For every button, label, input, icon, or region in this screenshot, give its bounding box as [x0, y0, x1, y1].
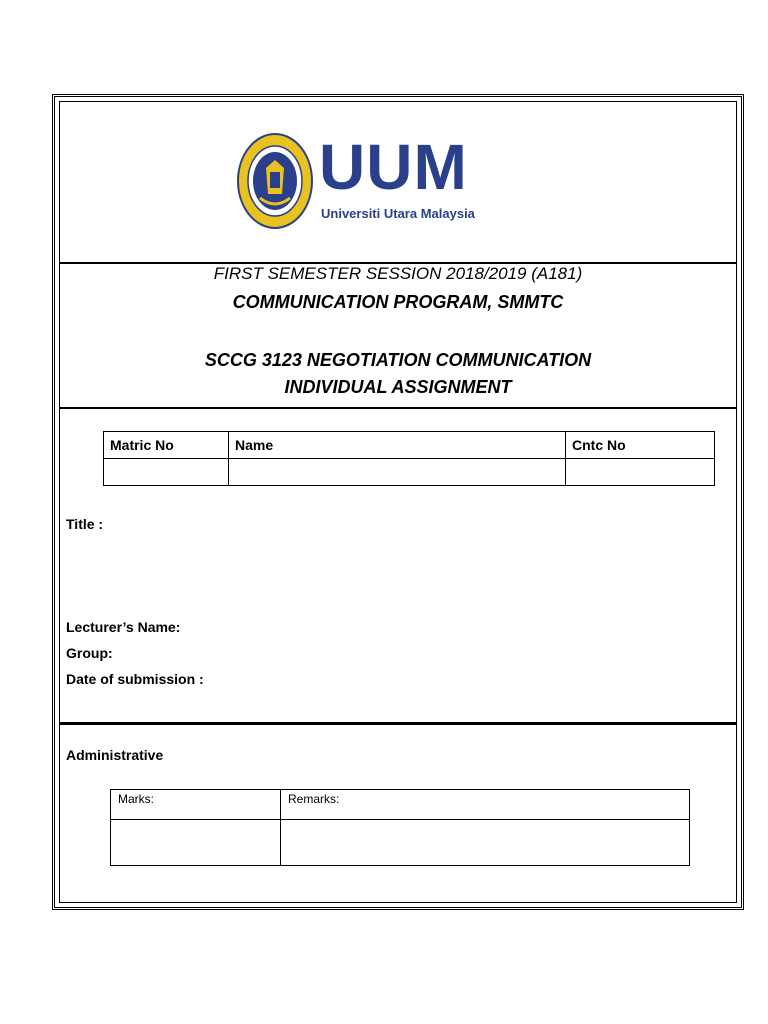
uum-seal-icon [236, 132, 314, 230]
inner-border [59, 101, 737, 903]
uum-logo [236, 132, 500, 237]
uum-wordmark: UUM [319, 131, 468, 203]
administrative-heading: Administrative [66, 747, 164, 763]
divider [60, 722, 736, 725]
student-info-table [103, 431, 715, 486]
table-row [111, 820, 690, 866]
assignment-title: INDIVIDUAL ASSIGNMENT [284, 377, 512, 397]
table-row [104, 459, 715, 486]
group-label: Group: [66, 645, 113, 661]
contact-no-header: Cntc No [566, 432, 715, 459]
program-title: COMMUNICATION PROGRAM, SMMTC [232, 292, 564, 312]
marks-cell[interactable] [111, 820, 281, 866]
remarks-header: Remarks: [281, 790, 690, 820]
matric-no-header: Matric No [104, 432, 229, 459]
lecturer-name-label: Lecturer’s Name: [66, 619, 181, 635]
matric-no-cell[interactable] [104, 459, 229, 486]
name-header: Name [229, 432, 566, 459]
semester-session: FIRST SEMESTER SESSION 2018/2019 (A181) [213, 264, 583, 283]
table-header-row [111, 790, 690, 820]
administrative-table [110, 789, 690, 866]
course-title: SCCG 3123 NEGOTIATION COMMUNICATION [204, 350, 592, 370]
cover-page-frame [52, 94, 744, 910]
table-header-row [104, 432, 715, 459]
contact-no-cell[interactable] [566, 459, 715, 486]
title-label: Title : [66, 516, 104, 532]
divider [60, 407, 736, 409]
submission-date-label: Date of submission : [66, 671, 204, 687]
marks-header: Marks: [111, 790, 281, 820]
name-cell[interactable] [229, 459, 566, 486]
university-name: Universiti Utara Malaysia [321, 206, 475, 221]
remarks-cell[interactable] [281, 820, 690, 866]
